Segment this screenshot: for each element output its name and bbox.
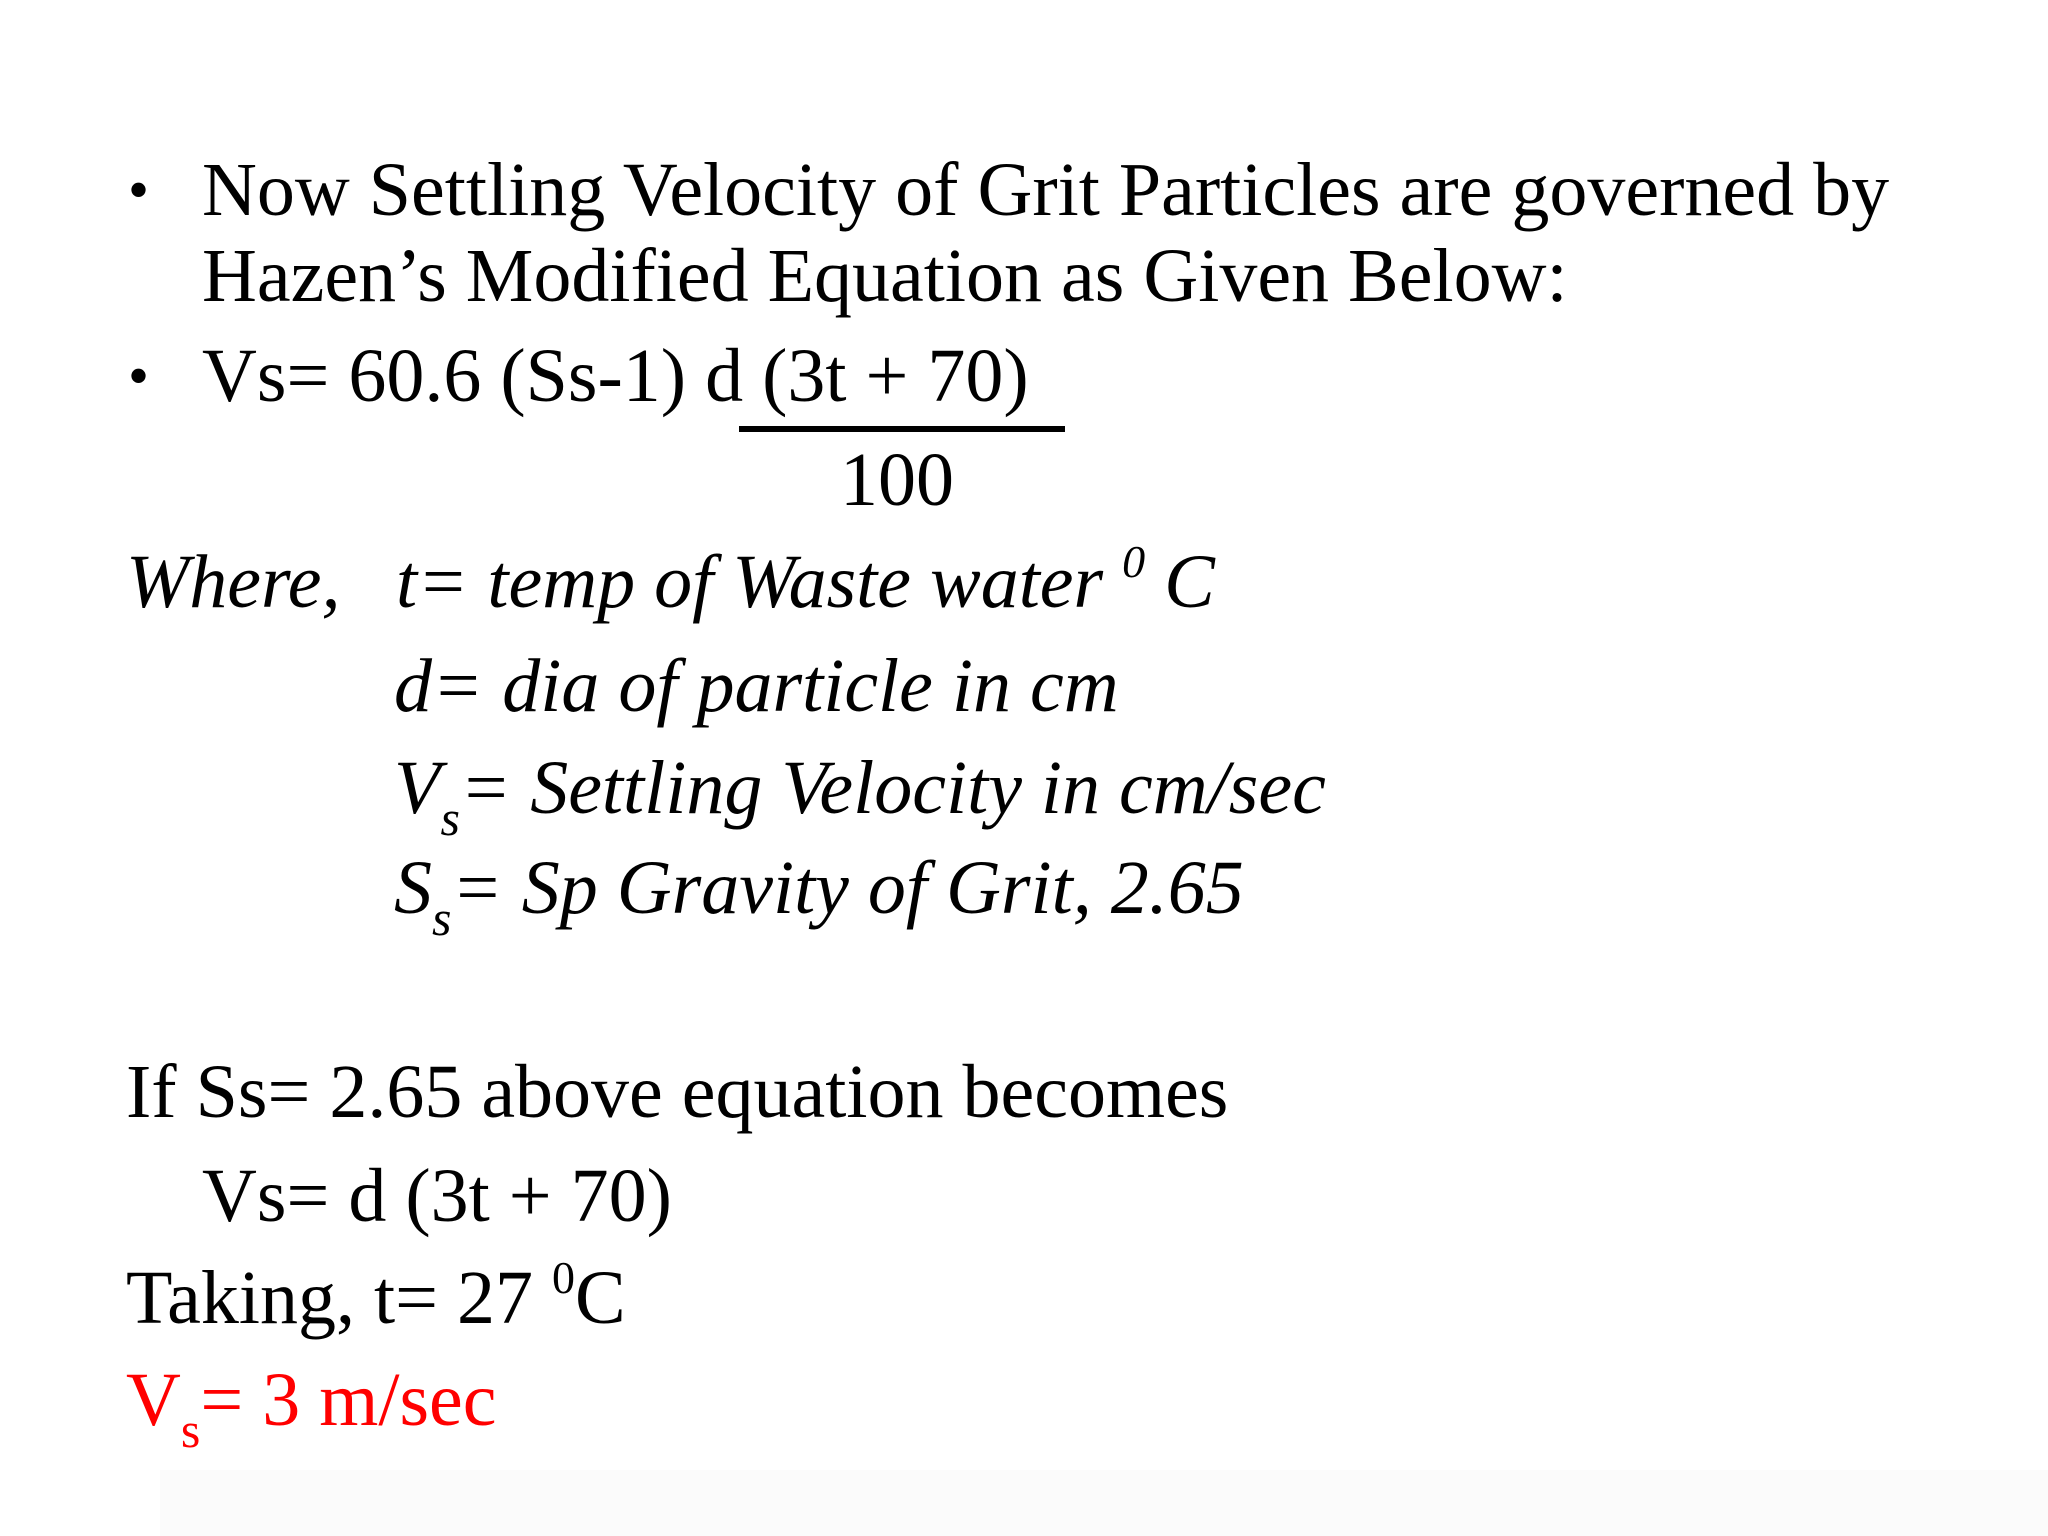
definition-d: d= dia of particle in cm (394, 644, 1119, 728)
bullet-marker: • (128, 343, 150, 409)
fraction-bar (739, 426, 1065, 432)
where-label: Where, (126, 540, 341, 624)
result-subscript: s (180, 1402, 201, 1458)
result-velocity (126, 1358, 497, 1458)
definition-vs-subscript: s (440, 790, 460, 846)
definition-vs-text: = Settling Velocity in cm/sec (459, 746, 1326, 830)
definition-ss-subscript: s (432, 890, 452, 946)
degree-superscript: 0 (1122, 536, 1146, 587)
hazen-equation: Vs= 60.6 (Ss-1) d (3t + 70) (202, 334, 1029, 418)
definition-t (396, 536, 1215, 624)
definition-ss (394, 846, 1244, 946)
result-text: = 3 m/sec (200, 1358, 497, 1442)
definition-t-unit: C (1145, 540, 1215, 624)
simplified-equation: Vs= d (3t + 70) (202, 1154, 672, 1238)
bullet-text-line-1: Now Settling Velocity of Grit Particles are governed by (202, 148, 1890, 232)
bullet-text-line-2: Hazen’s Modified Equation as Given Below: (202, 234, 1568, 318)
definition-ss-text: = Sp Gravity of Grit, 2.65 (451, 846, 1244, 930)
taking-temperature (126, 1252, 626, 1340)
definition-vs-symbol: V (394, 746, 441, 830)
equation-denominator: 100 (840, 438, 954, 522)
definition-vs (394, 746, 1326, 846)
footer-shade (160, 1470, 2048, 1536)
taking-degree-superscript: 0 (551, 1252, 575, 1303)
definition-ss-symbol: S (394, 846, 432, 930)
bullet-marker: • (128, 157, 150, 223)
taking-temperature-text: Taking, t= 27 (126, 1256, 552, 1340)
result-symbol: V (126, 1358, 181, 1442)
simplified-intro: If Ss= 2.65 above equation becomes (126, 1050, 1229, 1134)
taking-temperature-unit: C (574, 1256, 626, 1340)
definition-t-text: t= temp of Waste water (396, 540, 1123, 624)
